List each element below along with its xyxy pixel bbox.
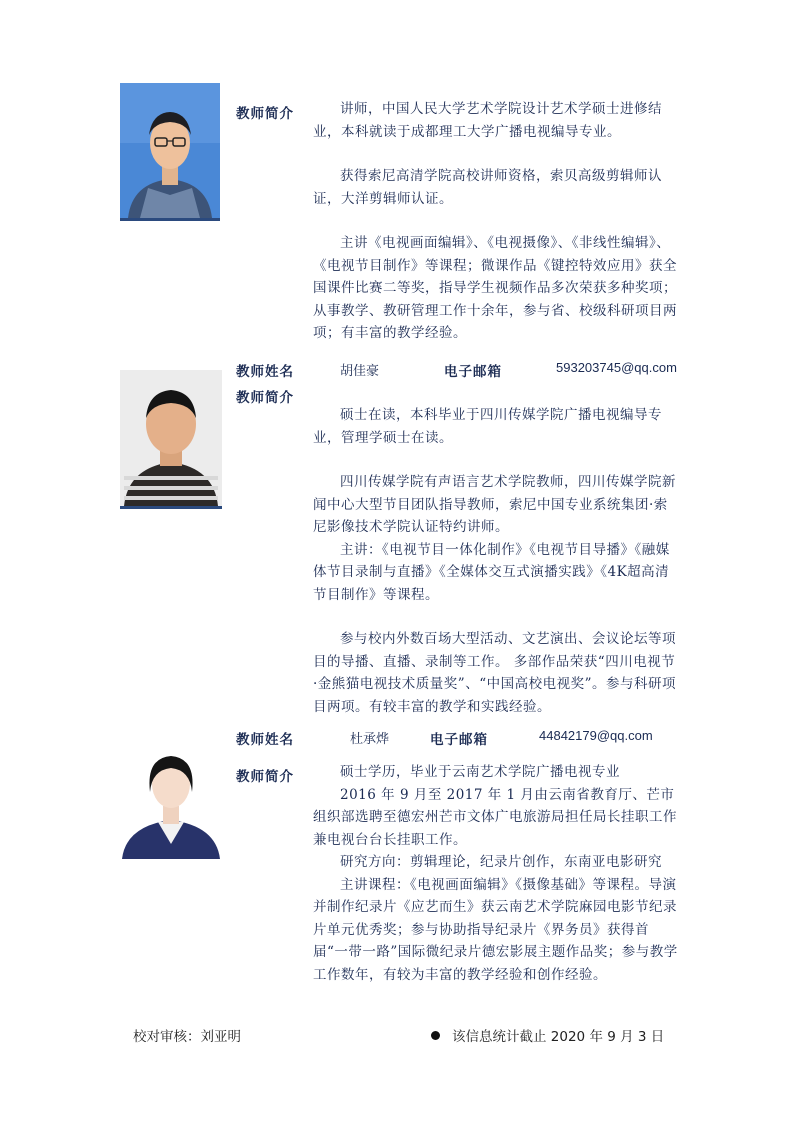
teacher-2-bio-paragraph: 四川传媒学院有声语言艺术学院教师，四川传媒学院新闻中心大型节目团队指导教师，索尼中国专业系统集团·索尼影像技术学院认证特约讲师。	[313, 474, 676, 535]
teacher-3-email-label: 电子邮箱	[430, 732, 488, 748]
teacher-2-bio-paragraph: 主讲：《电视节目一体化制作》《电视节目导播》《融媒体节目录制与直播》《全媒体交互式演播实践》《4K超高清节目制作》等课程。	[313, 541, 670, 603]
footer-note-text: 该信息统计截止 2020 年 9 月 3 日	[452, 1029, 665, 1045]
teacher-2-bio-label: 教师简介	[236, 390, 294, 406]
teacher-2-name-label: 教师姓名	[236, 364, 294, 380]
footer-note	[431, 1025, 664, 1045]
teacher-1-photo	[120, 83, 220, 221]
teacher-3-bio	[313, 761, 678, 986]
teacher-3-photo	[120, 740, 222, 859]
teacher-3-bio-paragraph: 2016 年 9 月至 2017 年 1 月由云南省教育厅、芒市组织部选聘至德宏州芒市文体广电旅游局担任局长挂职工作兼电视台台长挂职工作。	[313, 786, 677, 848]
teacher-2-email-label: 电子邮箱	[444, 364, 502, 380]
teacher-1-bio-paragraph: 讲师，中国人民大学艺术学院设计艺术学硕士进修结业，本科就读于成都理工大学广播电视编导专业。	[313, 101, 662, 140]
footer-reviewer: 校对审核：刘亚明	[133, 1029, 241, 1045]
teacher-2-bio-paragraph: 参与校内外数百场大型活动、文艺演出、会议论坛等项目的导播、直播、录制等工作。 多部作品荣获“四川电视节·金熊猫电视技术质量奖”、“中国高校电视奖”。参与科研项目两项。有较丰富的教学和实践经验。	[313, 631, 676, 715]
teacher-1-bio-label: 教师简介	[236, 106, 294, 122]
bullet-icon	[431, 1031, 440, 1040]
teacher-1-bio	[313, 98, 678, 345]
teacher-2-photo	[120, 370, 222, 509]
teacher-3-name-label: 教师姓名	[236, 732, 294, 748]
teacher-3-bio-label: 教师简介	[236, 769, 294, 785]
teacher-3-bio-paragraph: 硕士学历，毕业于云南艺术学院广播电视专业	[340, 764, 620, 780]
teacher-2-bio-paragraph: 硕士在读，本科毕业于四川传媒学院广播电视编导专业，管理学硕士在读。	[313, 407, 662, 446]
teacher-2-name: 胡佳豪	[340, 364, 380, 379]
teacher-2-bio	[313, 404, 678, 718]
teacher-3-email: 44842179@qq.com	[539, 728, 653, 743]
teacher-1-bio-paragraph: 获得索尼高清学院高校讲师资格，索贝高级剪辑师认证，大洋剪辑师认证。	[313, 168, 662, 207]
teacher-1-bio-paragraph: 主讲《电视画面编辑》、《电视摄像》、《非线性编辑》、《电视节目制作》等课程；微课作品《键控特效应用》获全国课件比赛二等奖，指导学生视频作品多次荣获多种奖项；从事教学、教研管理工作十余年，参与省、校级科研项目两项；有丰富的教学经验。	[313, 235, 677, 341]
teacher-3-bio-paragraph: 主讲课程：《电视画面编辑》《摄像基础》等课程。导演并制作纪录片《应艺而生》获云南艺术学院麻园电影节纪录片单元优秀奖；参与协助指导纪录片《界务员》获得首届“一带一路”国际微纪录片德宏影展主题作品奖；参与教学工作数年，有较为丰富的教学经验和创作经验。	[313, 876, 678, 983]
teacher-2-email: 593203745@qq.com	[556, 360, 677, 375]
teacher-3-bio-paragraph: 研究方向：剪辑理论，纪录片创作，东南亚电影研究	[340, 854, 662, 870]
teacher-3-name: 杜承烨	[350, 732, 390, 747]
